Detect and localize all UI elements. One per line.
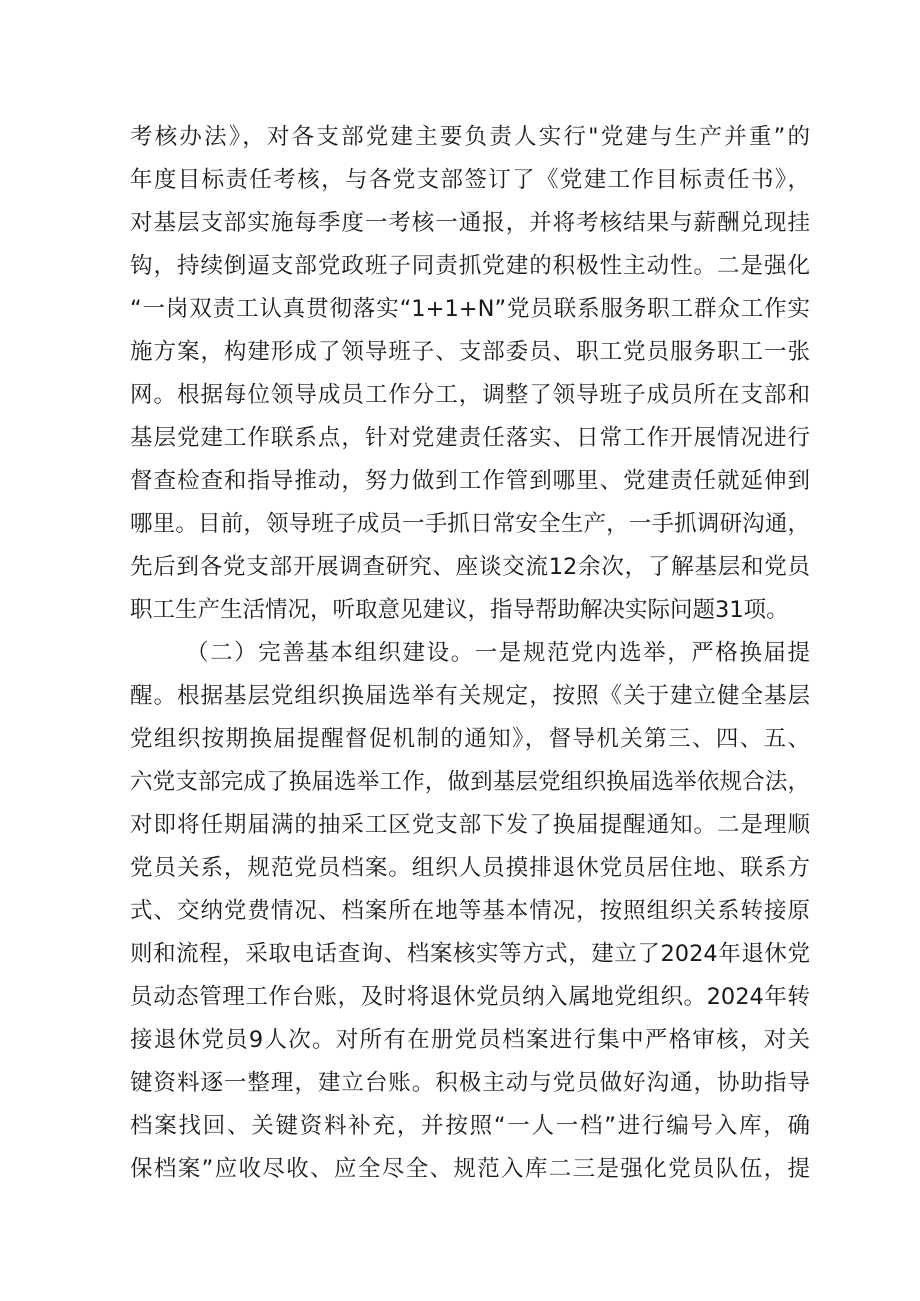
body-text [130,116,810,1191]
text-line: 基层党建工作联系点，针对党建责任落实、日常工作开展情况进行 [130,425,810,451]
text-line: 年度目标责任考核，与各党支部签订了《党建工作目标责任书》， [130,167,810,193]
text-line: 哪里。目前，领导班子成员一手抓日常安全生产，一手抓调研沟通， [130,511,810,537]
text-line: 键资料逐一整理，建立台账。积极主动与党员做好沟通，协助指导 [130,1070,810,1096]
text-line: “一岗双责工认真贯彻落实“1+1+N”党员联系服务职工群众工作实 [130,296,810,322]
text-line: 保档案”应收尽收、应全尽全、规范入库二三是强化党员队伍，提 [130,1156,810,1182]
text-line: 式、交纳党费情况、档案所在地等基本情况，按照组织关系转接原 [130,898,810,924]
text-line: 接退休党员9人次。对所有在册党员档案进行集中严格审核，对关 [130,1027,810,1053]
text-line: 钩，持续倒逼支部党政班子同责抓党建的积极性主动性。二是强化 [130,253,810,279]
text-line: 醒。根据基层党组织换届选举有关规定，按照《关于建立健全基层 [130,683,810,709]
text-line: 施方案，构建形成了领导班子、支部委员、职工党员服务职工一张 [130,339,810,365]
text-line: 对即将任期届满的抽采工区党支部下发了换届提醒通知。二是理顺 [130,812,810,838]
text-line: 党组织按期换届提醒督促机制的通知》，督导机关第三、四、五、 [130,726,810,752]
text-line: 六党支部完成了换届选举工作，做到基层党组织换届选举依规合法， [130,769,810,795]
text-line: 网。根据每位领导成员工作分工，调整了领导班子成员所在支部和 [130,382,810,408]
text-line: 考核办法》，对各支部党建主要负责人实行"党建与生产并重”的 [130,124,810,150]
text-line: 职工生产生活情况，听取意见建议，指导帮助解决实际问题31项。 [130,597,789,623]
text-line: 先后到各党支部开展调查研究、座谈交流12余次，了解基层和党员 [130,554,810,580]
section-heading-line: （二）完善基本组织建设。一是规范党内选举，严格换届提 [186,640,810,666]
text-line: 对基层支部实施每季度一考核一通报，并将考核结果与薪酬兑现挂 [130,210,810,236]
text-line: 党员关系，规范党员档案。组织人员摸排退休党员居住地、联系方 [130,855,810,881]
text-line: 员动态管理工作台账，及时将退休党员纳入属地党组织。2024年转 [130,984,810,1010]
text-line: 则和流程，采取电话查询、档案核实等方式，建立了2024年退休党 [130,941,810,967]
text-line: 档案找回、关键资料补充，并按照“一人一档”进行编号入库，确 [130,1113,810,1139]
text-line: 督查检查和指导推动，努力做到工作管到哪里、党建责任就延伸到 [130,468,810,494]
